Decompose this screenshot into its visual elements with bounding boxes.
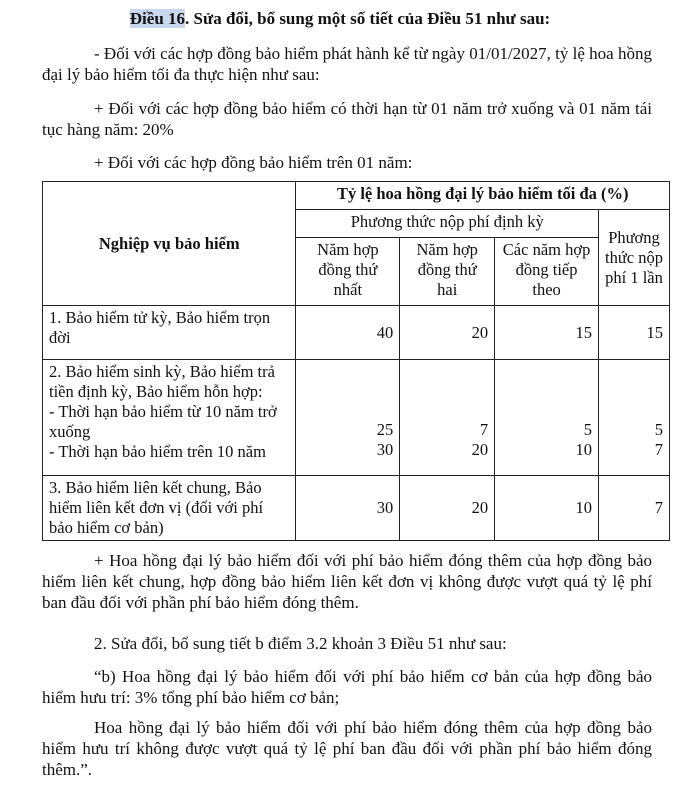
header-year-1: Năm hợp đồng thứ nhất [296,238,400,306]
row-label-unit-linked: 3. Bảo hiểm liên kết chung, Bảo hiểm liên kết đơn vị (đối với phí bảo hiểm cơ bản) [43,476,296,541]
cell-value-pair [495,360,599,476]
commission-rate-table [42,181,670,541]
cell-value: 7 [479,420,489,439]
paragraph-long-term: + Đối với các hợp đồng bảo hiểm trên 01 năm: [94,153,413,172]
table-row [43,476,670,541]
paragraph-top-up-premium: + Hoa hồng đại lý bảo hiểm đối với phí bảo hiểm đóng thêm của hợp đồng bảo hiểm liên kết chung, hợp đồng bảo hiểm liên kết đơn vị không được vượt quá tỷ lệ phí ban đầu đối với phần phí bảo hiểm đóng thêm. [42,551,652,612]
cell-value: 5 [654,420,663,439]
cell-value: 10 [575,440,592,459]
header-business: Nghiệp vụ bảo hiểm [43,182,296,306]
cell-value: 40 [296,306,400,360]
cell-value-pair [296,360,400,476]
cell-value: 25 [376,420,394,439]
cell-value: 30 [376,440,394,459]
row-sublabel-over-10: - Thời hạn bảo hiểm trên 10 năm [49,442,266,461]
table-row [43,306,670,360]
cell-value: 30 [296,476,400,541]
header-periodic-payment: Phương thức nộp phí định kỳ [296,210,599,238]
paragraph-effective-date: - Đối với các hợp đồng bảo hiểm phát hành kể từ ngày 01/01/2027, tỷ lệ hoa hồng đại lý bảo hiểm tối đa thực hiện như sau: [42,44,652,84]
cell-value: 15 [598,306,669,360]
article-number-highlight[interactable]: Điều 16 [129,9,186,28]
row-label-term-life: 1. Bảo hiểm tử kỳ, Bảo hiểm trọn đời [43,306,296,360]
cell-value: 7 [598,476,669,541]
header-year-2: Năm hợp đồng thứ hai [400,238,495,306]
row-sublabel-under-10: - Thời hạn bảo hiểm từ 10 năm trở xuống [49,402,277,441]
cell-value: 20 [471,440,489,459]
cell-value: 20 [400,476,495,541]
paragraph-short-term: + Đối với các hợp đồng bảo hiểm có thời hạn từ 01 năm trở xuống và 01 năm tái tục hàng năm: 20% [42,99,652,139]
cell-value-pair [598,360,669,476]
cell-value: 10 [495,476,599,541]
cell-value: 7 [654,440,663,459]
header-following-years: Các năm hợp đồng tiếp theo [495,238,599,306]
cell-value: 20 [400,306,495,360]
paragraph-pension-basic: “b) Hoa hồng đại lý bảo hiểm đối với phí bảo hiểm cơ bản của hợp đồng bảo hiểm hưu trí: 3% tổng phí bảo hiểm cơ bản; [42,667,652,707]
header-max-rate: Tỷ lệ hoa hồng đại lý bảo hiểm tối đa (%) [296,182,670,210]
cell-value: 5 [583,420,592,439]
article-title [0,8,680,29]
header-single-payment: Phương thức nộp phí 1 lần [598,210,669,306]
paragraph-amendment-2: 2. Sửa đổi, bổ sung tiết b điểm 3.2 khoản 3 Điều 51 như sau: [94,634,507,653]
paragraph-pension-top-up: Hoa hồng đại lý bảo hiểm đối với phí bảo hiểm đóng thêm của hợp đồng bảo hiểm hưu trí không được vượt quá tỷ lệ phí ban đầu đối với phần phí bảo hiểm đóng thêm.”. [42,718,652,779]
cell-value: 15 [495,306,599,360]
article-title-rest: . Sửa đổi, bổ sung một số tiết của Điều 51 như sau: [185,9,551,28]
table-row [43,360,670,476]
row-label-endowment [43,360,296,476]
row-label-endowment-title: 2. Bảo hiểm sinh kỳ, Bảo hiểm trả tiền định kỳ, Bảo hiểm hỗn hợp: [49,362,275,401]
cell-value-pair [400,360,495,476]
